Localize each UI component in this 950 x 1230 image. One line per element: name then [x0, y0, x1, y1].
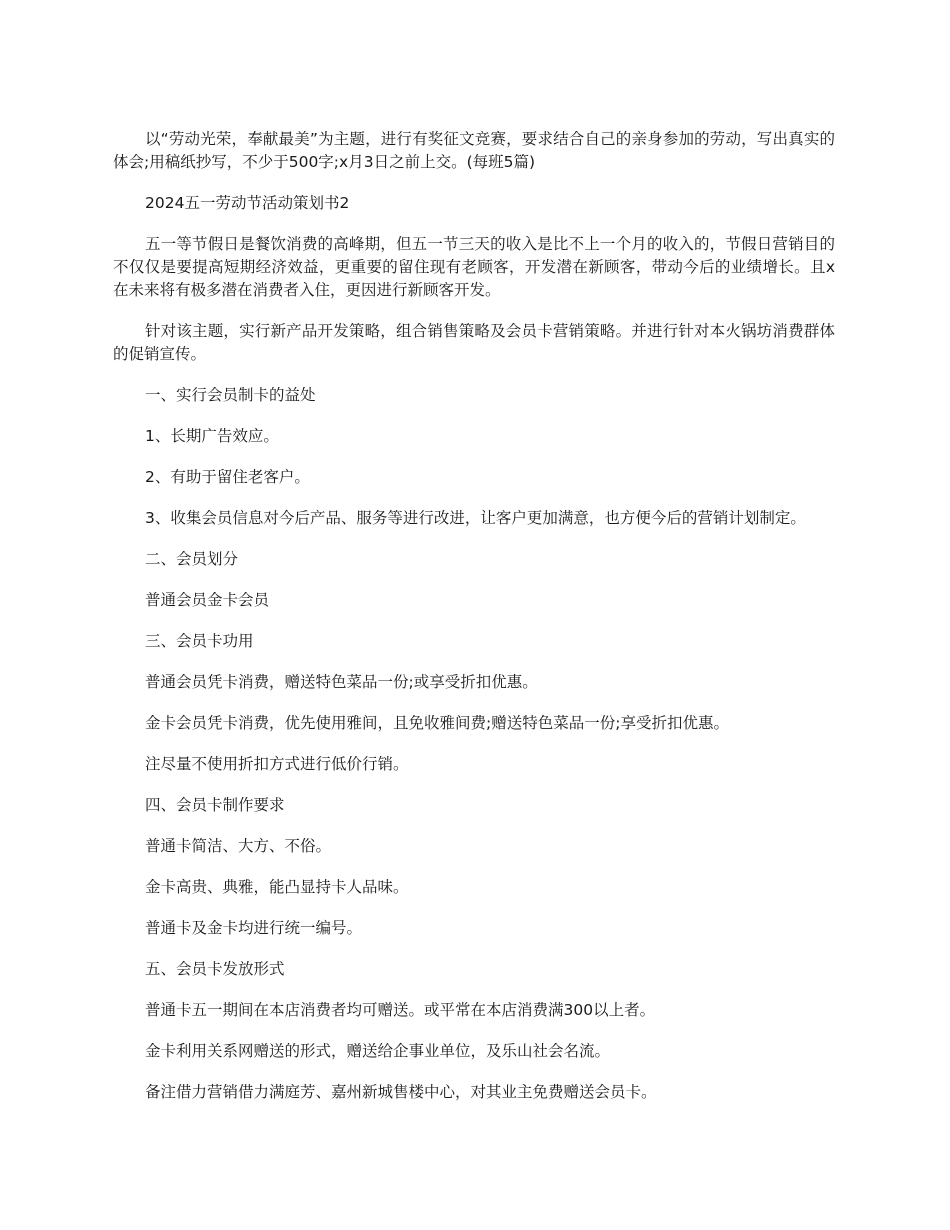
heading-card-functions: 三、会员卡功用	[145, 632, 254, 650]
paragraph-essay-contest: 以“劳动光荣，奉献最美”为主题，进行有奖征文竞赛，要求结合自己的亲身参加的劳动，写出真实的体会;用稿纸抄写，不少于500字;x月3日之前上交。(每班5篇)	[113, 130, 835, 171]
paragraph-gold-card-design: 金卡高贵、典雅，能凸显持卡人品味。	[145, 878, 409, 896]
paragraph-gold-card-function: 金卡会员凭卡消费，优先使用雅间，且免收雅间费;赠送特色菜品一份;享受折扣优惠。	[145, 714, 729, 732]
section-title: 2024五一劳动节活动策划书2	[145, 194, 350, 212]
paragraph-regular-card-distribution: 普通卡五一期间在本店消费者均可赠送。或平常在本店消费满300以上者。	[145, 1001, 656, 1019]
paragraph-regular-card-design: 普通卡简洁、大方、不俗。	[145, 837, 332, 855]
paragraph-discount-note: 注尽量不使用折扣方式进行低价行销。	[145, 755, 409, 773]
paragraph-remark: 备注借力营销借力满庭芳、嘉州新城售楼中心，对其业主免费赠送会员卡。	[145, 1083, 657, 1101]
document-body	[113, 128, 835, 1122]
paragraph-intro: 五一等节假日是餐饮消费的高峰期，但五一节三天的收入是比不上一个月的收入的，节假日营销目的不仅仅是要提高短期经济效益，更重要的留住现有老顾客，开发潜在新顾客，带动今后的业绩增长。且x在未来将有极多潜在消费者入住，更因进行新顾客开发。	[113, 235, 835, 299]
paragraph-member-tiers: 普通会员金卡会员	[145, 591, 270, 609]
list-item-benefit-1: 1、长期广告效应。	[145, 427, 279, 445]
paragraph-regular-card-function: 普通会员凭卡消费，赠送特色菜品一份;或享受折扣优惠。	[145, 673, 538, 691]
paragraph-gold-card-distribution: 金卡利用关系网赠送的形式，赠送给企事业单位，及乐山社会名流。	[145, 1042, 611, 1060]
paragraph-strategy: 针对该主题，实行新产品开发策略，组合销售策略及会员卡营销策略。并进行针对本火锅坊消费群体的促销宣传。	[113, 322, 835, 363]
heading-card-design: 四、会员卡制作要求	[145, 796, 285, 814]
paragraph-card-numbering: 普通卡及金卡均进行统一编号。	[145, 919, 363, 937]
heading-member-tiers: 二、会员划分	[145, 550, 239, 568]
heading-member-benefits: 一、实行会员制卡的益处	[145, 386, 316, 404]
list-item-benefit-2: 2、有助于留住老客户。	[145, 468, 310, 486]
heading-card-distribution: 五、会员卡发放形式	[145, 960, 285, 978]
list-item-benefit-3: 3、收集会员信息对今后产品、服务等进行改进，让客户更加满意，也方便今后的营销计划制定。	[145, 509, 806, 527]
